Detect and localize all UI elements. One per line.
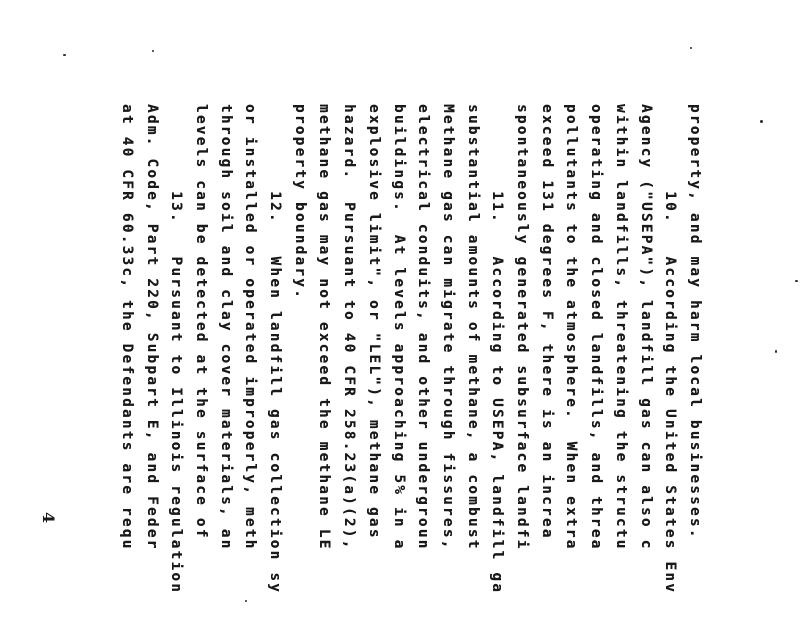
document-line: Methane gas can migrate through fissures,	[440, 104, 456, 551]
document-line: through soil and clay cover materials, an	[217, 104, 234, 551]
scan-speck	[152, 50, 154, 52]
document-line: spontaneously generated subsurface landfi	[514, 104, 531, 551]
document-line: buildings. At levels approaching 5% in a	[390, 104, 407, 551]
scan-speck	[760, 120, 763, 123]
document-line: 11. According to USEPA, landfill ga	[489, 104, 506, 595]
document-line: property, and may harm local businesses.	[687, 104, 703, 540]
scan-speck	[63, 54, 66, 56]
document-line: within landfills, threatening the structu	[612, 104, 629, 551]
document-line: 10. According the United States Env	[662, 104, 679, 595]
document-line: operating and closed landfills, and threa	[588, 104, 605, 551]
scan-speck	[690, 47, 692, 49]
scan-speck	[245, 600, 247, 602]
document-line: methane gas may not exceed the methane LE	[316, 104, 333, 551]
document-line: electrical conduits, and other undergroun	[415, 104, 432, 551]
document-line: exceed 131 degrees F, there is an increa	[538, 104, 555, 540]
document-line: pollutants to the atmosphere. When extra	[563, 104, 580, 551]
document-line: levels can be detected at the surface of	[193, 104, 209, 540]
document-line: hazard. Pursuant to 40 CFR 258.23(a)(2),	[341, 104, 358, 551]
document-line: at 40 CFR 60.33c, the Defendants are requ	[118, 104, 135, 551]
document-line: Adm. Code, Part 220, Subpart E, and Feder	[143, 104, 160, 551]
scan-speck	[775, 350, 777, 353]
document-line: 13. Pursuant to Illinois regulation	[168, 104, 185, 595]
document-line: or installed or operated improperly, meth	[242, 104, 259, 551]
document-line: explosive limit", or "LEL"), methane gas	[365, 104, 382, 540]
document-line: Agency ("USEPA"), landfill gas can also c	[637, 104, 654, 551]
scan-speck	[795, 280, 798, 282]
document-line: 12. When landfill gas collection sy	[267, 104, 284, 595]
page-number: 4	[39, 512, 58, 524]
document-line: substantial amounts of methane, a combust	[464, 104, 481, 551]
document-line: property boundary.	[291, 104, 308, 301]
